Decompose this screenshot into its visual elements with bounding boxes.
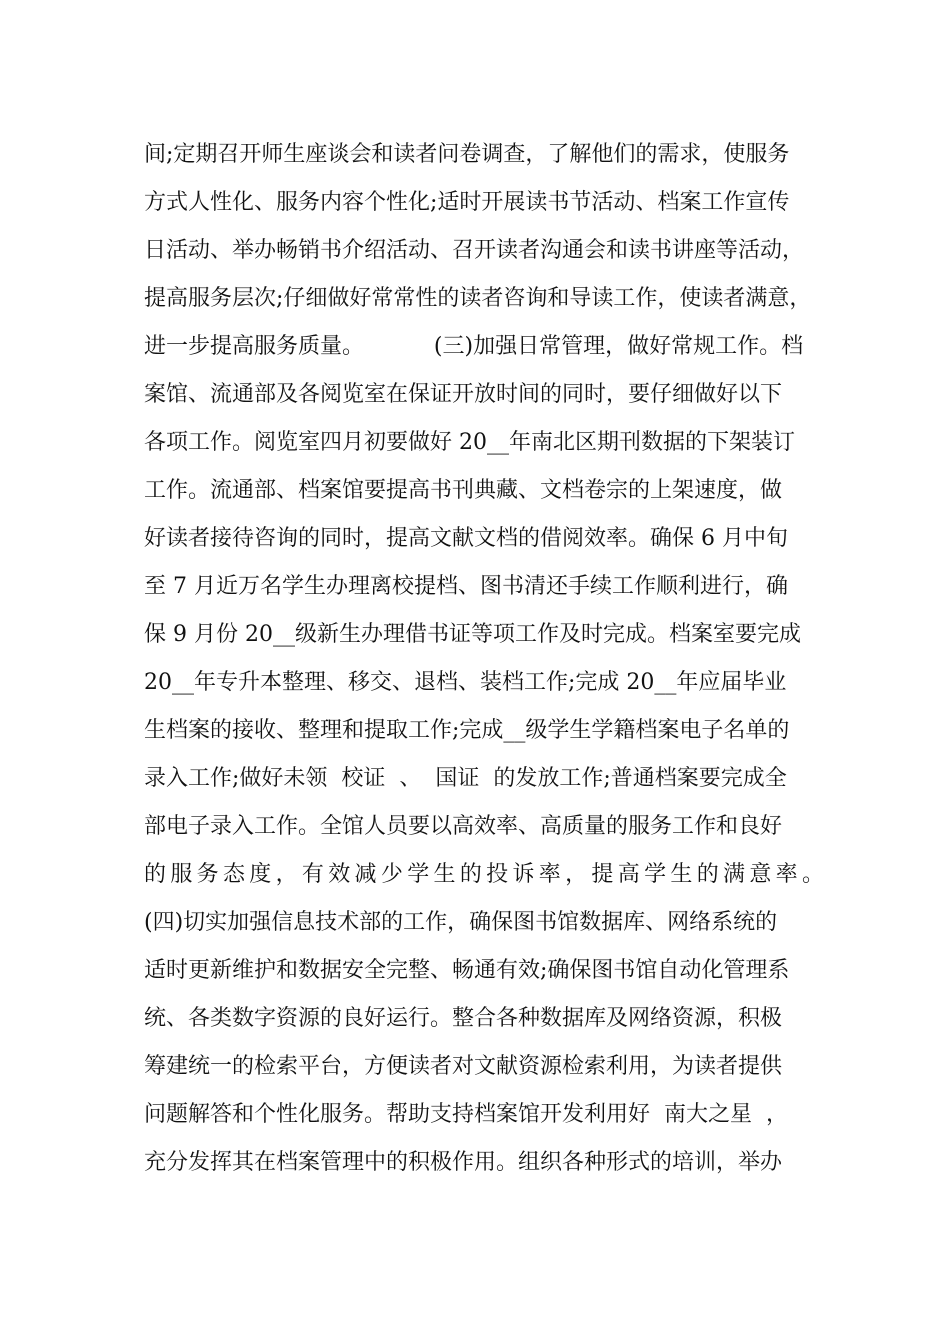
text-line: 部电子录入工作。全馆人员要以高效率、高质量的服务工作和良好 [144,814,783,839]
body-text [144,131,824,1187]
text-line: 好读者接待咨询的同时，提高文献文档的借阅效率。确保 6 月中旬 [144,526,788,551]
text-line: 方式人性化、服务内容个性化;适时开展读书节活动、档案工作宣传 [144,190,790,215]
text-line: 案馆、流通部及各阅览室在保证开放时间的同时，要仔细做好以下 [144,382,783,407]
text-line: 间;定期召开师生座谈会和读者问卷调查，了解他们的需求，使服务 [144,142,790,167]
text-line: 工作。流通部、档案馆要提高书刊典藏、文档卷宗的上架速度，做 [144,478,783,503]
text-line: 适时更新维护和数据安全完整、畅通有效;确保图书馆自动化管理系 [144,958,790,983]
text-line: 日活动、举办畅销书介绍活动、召开读者沟通会和读书讲座等活动， [144,238,805,263]
text-line: 各项工作。阅览室四月初要做好 20__年南北区期刊数据的下架装订 [144,430,795,455]
text-line: 的服务态度，有效减少学生的投诉率，提高学生的满意率。 [144,862,824,887]
text-line: 筹建统一的检索平台，方便读者对文献资源检索利用，为读者提供 [144,1054,783,1079]
text-line: 生档案的接收、整理和提取工作;完成__级学生学籍档案电子名单的 [144,718,790,743]
text-line: 进一步提高服务质量。 (三)加强日常管理，做好常规工作。档 [144,334,804,359]
text-line: 录入工作;做好未领 校证 、 国证 的发放工作;普通档案要完成全 [144,766,787,791]
text-line: (四)切实加强信息技术部的工作，确保图书馆数据库、网络系统的 [144,910,778,935]
text-line: 提高服务层次;仔细做好常常性的读者咨询和导读工作，使读者满意， [144,286,812,311]
text-line: 保 9 月份 20__级新生办理借书证等项工作及时完成。档案室要完成 [144,622,801,647]
text-line: 20__年专升本整理、移交、退档、装档工作;完成 20__年应届毕业 [144,670,787,695]
text-line: 统、各类数字资源的良好运行。整合各种数据库及网络资源，积极 [144,1006,783,1031]
text-line: 问题解答和个性化服务。帮助支持档案馆开发利用好 南大之星 ， [144,1102,788,1127]
text-line: 充分发挥其在档案管理中的积极作用。组织各种形式的培训，举办 [144,1150,783,1175]
text-line: 至 7 月近万名学生办理离校提档、图书清还手续工作顺利进行，确 [144,574,788,599]
